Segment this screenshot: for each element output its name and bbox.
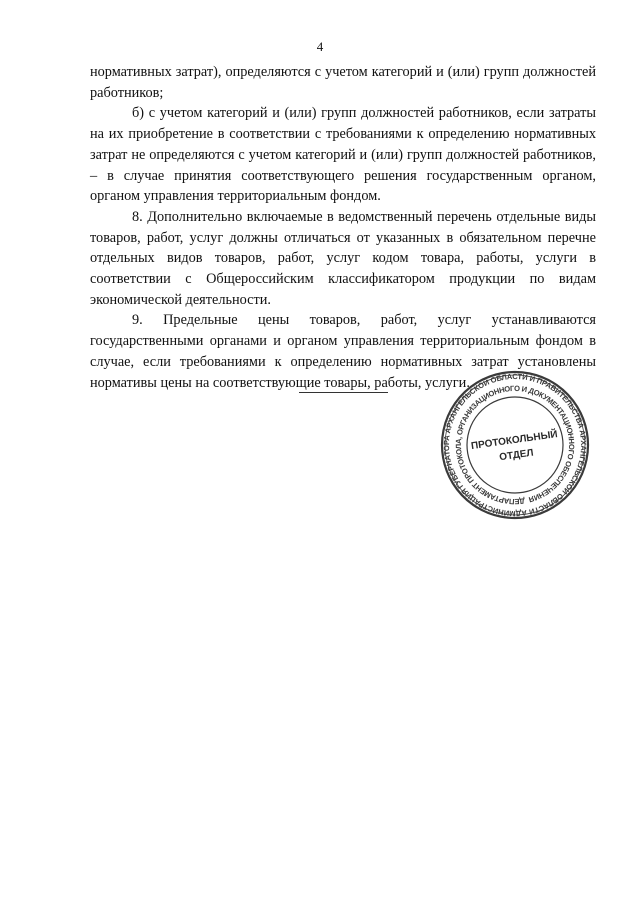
stamp-seal-icon (440, 370, 590, 520)
paragraph-item-9: 9. Предельные цены товаров, работ, услуг устанавливаются государственными органами и органом управления территориальным фондом в случае, если требованиями к определению нормативных затрат установлены нормативы цены на соответствующие товары, работы, услуги. (90, 312, 596, 391)
end-of-text-line (299, 392, 388, 393)
protocol-department-stamp (440, 370, 590, 520)
paragraph-subitem-b: б) с учетом категорий и (или) групп должностей работников, если затраты на их приобретение в соответствии с требованиями к определению нормативных затрат не определяются с учетом категорий и (или) групп должностей работников, – в случае принятия соответствующего решения государственным органом, органом управления территориальным фондом. (90, 105, 596, 205)
paragraph-item-8: 8. Дополнительно включаемые в ведомственный перечень отдельные виды товаров, работ, услуг должны отличаться от указанных в обязательном перечне отдельных видов товаров, работ, услуг кодом товара, работы, услуги в соответствии с Общероссийским классификатором продукции по видам экономической деятельности. (90, 208, 596, 308)
stamp-center-line-2: ОТДЕЛ (498, 447, 535, 464)
stamp-center-line-1: ПРОТОКОЛЬНЫЙ (470, 429, 559, 453)
stamp-outer-ring-text: АДМИНИСТРАЦИЯ ГУБЕРНАТОРА АРХАНГЕЛЬСКОЙ ОБЛАСТИ И ПРАВИТЕЛЬСТВА АРХАНГЕЛЬСКОЙ ОБЛАСТИ (441, 371, 589, 519)
document-body (90, 62, 596, 393)
page-number: 4 (316, 39, 324, 54)
stamp-inner-ring-text: ДЕПАРТАМЕНТ ПРОТОКОЛА, ОРГАНИЗАЦИОННОГО И ДОКУМЕНТАЦИОННОГО ОБЕСПЕЧЕНИЯ (453, 383, 577, 507)
paragraph-continuation: нормативных затрат), определяются с учетом категорий и (или) групп должностей работников; (90, 64, 596, 101)
